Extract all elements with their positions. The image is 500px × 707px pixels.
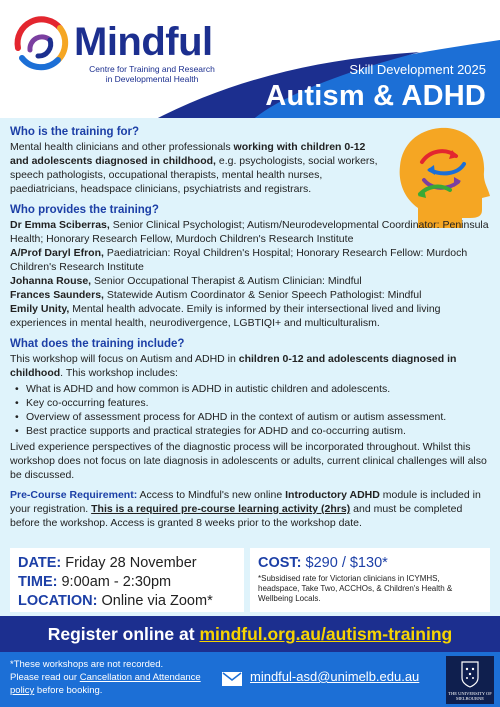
footer-note: *These workshops are not recorded. Please read our Cancellation and Attendance policy before booking.: [10, 659, 201, 696]
provider-item: Frances Saunders, Statewide Autism Coordinator & Senior Speech Pathologist: Mindful: [10, 289, 422, 301]
who-for-text: Mental health clinicians and other professionals working with children 0-12 and adolescents diagnosed in childhood, e.g. psychologists, social workers, speech pathologists, occupational therapists, mental health nurses, paediatricians, headspace clinicians, psychiatrists and registrars.: [10, 141, 378, 195]
provider-item: Dr Emma Sciberras, Senior Clinical Psychologist; Autism/Neurodevelopmental Coordinator: Peninsula Health; Honorary Research Fellow, Murdoch Children's Research Institute: [10, 219, 489, 245]
header: [0, 0, 500, 122]
info-bar: [0, 544, 500, 616]
prerequisite-text: Pre-Course Requirement: Access to Mindful's new online Introductory ADHD module is included in your registration. This is a required pre-course learning activity (2hrs) and must be completed before the workshop. Access is granted 8 weeks prior to the workshop date.: [10, 489, 481, 529]
includes-heading: What does the training include?: [10, 338, 185, 350]
provider-item: A/Prof Daryl Efron, Paediatrician: Royal Children's Hospital; Honorary Research Fellow: Murdoch Children's Research Institute: [10, 247, 468, 273]
list-item: • Key co-occurring features.: [10, 396, 494, 410]
provider-item: Johanna Rouse, Senior Occupational Therapist & Autism Clinician: Mindful: [10, 275, 362, 287]
list-item: • What is ADHD and how common is ADHD in autistic children and adolescents.: [10, 382, 494, 396]
includes-list: [10, 382, 494, 438]
location-line: LOCATION: Online via Zoom*: [18, 593, 213, 609]
event-details: [10, 548, 244, 612]
register-banner: Register online at mindful.org.au/autism-training: [0, 616, 500, 652]
brand-name: Mindful: [74, 20, 213, 64]
includes-after: Lived experience perspectives of the diagnostic process will be incorporated throughout. Whilst this workshop does not focus on late diagnosis in adolescents or adults, current clinical challenges will also be discussed.: [10, 441, 487, 481]
includes-intro: This workshop will focus on Autism and ADHD in children 0-12 and adolescents diagnosed in childhood. This workshop includes:: [10, 353, 457, 379]
date-line: DATE: Friday 28 November: [18, 555, 197, 571]
mail-icon: [222, 672, 242, 686]
university-logo: [446, 656, 494, 704]
page-title: Autism & ADHD: [265, 80, 486, 112]
who-for-heading: Who is the training for?: [10, 126, 140, 138]
cost-box: [250, 548, 490, 612]
main-content: [0, 118, 500, 544]
provider-item: Emily Unity, Mental health advocate. Emily is informed by their intersectional lived and living experiences in mental health, neurodivergence, LGBTIQI+ and multiculturalism.: [10, 303, 441, 329]
program-label: Skill Development 2025: [349, 62, 486, 77]
brand-subtitle: Centre for Training and Research in Developmental Health: [89, 64, 215, 84]
providers-list: [10, 218, 494, 330]
content-column: [10, 124, 494, 530]
footer: [0, 652, 500, 707]
list-item: • Overview of assessment process for ADHD in the context of autism or autism assessment.: [10, 410, 494, 424]
mindful-logo-icon: [8, 10, 72, 74]
cancellation-policy-link[interactable]: Cancellation and Attendance policy: [10, 672, 201, 696]
time-line: TIME: 9:00am - 2:30pm: [18, 574, 172, 590]
university-name: THE UNIVERSITY OF MELBOURNE: [448, 691, 492, 701]
list-item: • Best practice supports and practical strategies for ADHD and co-occurring autism.: [10, 424, 494, 438]
register-link[interactable]: mindful.org.au/autism-training: [199, 624, 453, 644]
cost-line: COST: $290 / $130*: [258, 555, 388, 571]
email-link[interactable]: mindful-asd@unimelb.edu.au: [250, 669, 420, 684]
cost-note: *Subsidised rate for Victorian clinicians in ICYMHS, headspace, Take Two, ACCHOs, & Children's Health & Wellbeing Locals.: [258, 574, 453, 603]
providers-heading: Who provides the training?: [10, 204, 159, 216]
